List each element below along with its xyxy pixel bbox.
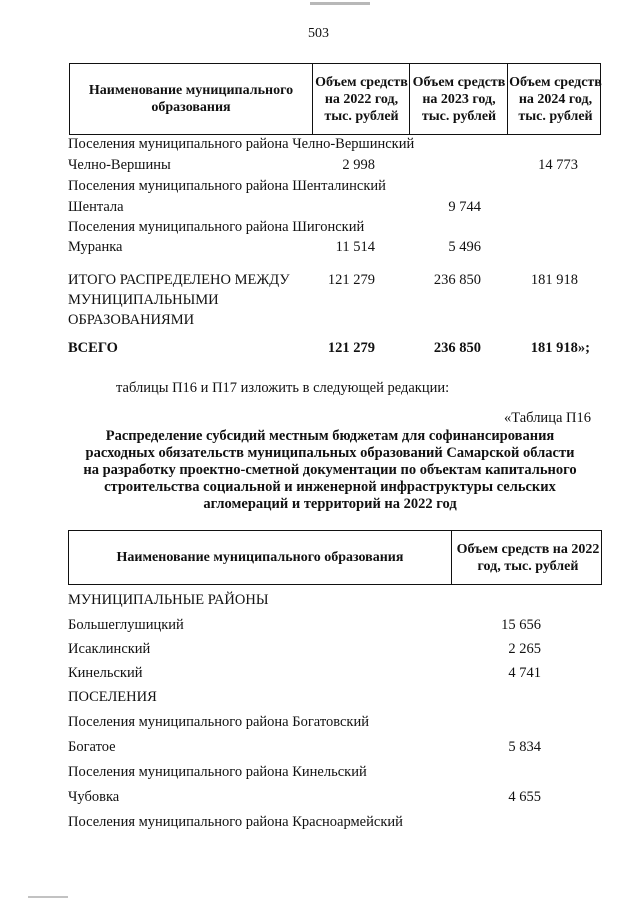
table2-row-label: Поселения муниципального района Кинельский: [68, 764, 367, 780]
table2-row: Чубовка: [68, 789, 120, 805]
page-number: 503: [308, 26, 329, 41]
itogo-value-2023: 236 850: [433, 272, 481, 288]
table1-header-name: Наименование муниципального образования: [88, 83, 294, 115]
table1-value-2024: 14 773: [538, 157, 578, 173]
title-line: Распределение субсидий местным бюджетам для софинансирования: [105, 428, 555, 444]
title-line: расходных обязательств муниципальных образований Самарской области: [85, 445, 575, 461]
table-title: [60, 428, 600, 513]
scan-artifact-top: [310, 2, 370, 5]
table1-header: [69, 63, 601, 135]
table2-header-2022: Объем средств на 2022 год, тыс. рублей: [451, 531, 604, 584]
itogo-value-2022: 121 279: [327, 272, 375, 288]
table2-section-label: ПОСЕЛЕНИЯ: [68, 689, 157, 705]
scan-artifact-bottom: [28, 896, 68, 898]
table2-value: 4 655: [508, 789, 541, 805]
itogo-label-line1: ИТОГО РАСПРЕДЕЛЕНО МЕЖДУ: [68, 272, 290, 288]
table2-row-label: Поселения муниципального района Богатовский: [68, 714, 369, 730]
vsego-label: ВСЕГО: [68, 340, 118, 356]
table1-row-label: Поселения муниципального района Челно-Вершинский: [68, 136, 415, 152]
table2-value: 4 741: [508, 665, 541, 681]
vsego-value-2024: 181 918»;: [530, 340, 590, 356]
table2-row-label: Поселения муниципального района Красноармейский: [68, 814, 403, 830]
table1-value-2023: 5 496: [448, 239, 481, 255]
itogo-label-line3: ОБРАЗОВАНИЯМИ: [68, 312, 195, 328]
table2-header-name: Наименование муниципального образования: [116, 550, 404, 565]
table1-row-label: Поселения муниципального района Шигонский: [68, 219, 365, 235]
table1-row: Муранка: [68, 239, 123, 255]
vsego-value-2023: 236 850: [433, 340, 481, 356]
table1-row: Шентала: [68, 199, 124, 215]
table2-row: Кинельский: [68, 665, 143, 681]
table1-value-2023: 9 744: [448, 199, 481, 215]
table1-header-2024: Объем средств на 2024 год, тыс. рублей: [507, 64, 603, 134]
title-line: на разработку проектно-сметной документации по объектам капитального: [83, 462, 577, 478]
itogo-label-line2: МУНИЦИПАЛЬНЫМИ: [68, 292, 219, 308]
table-reference: «Таблица П16: [504, 410, 591, 426]
vsego-value-2022: 121 279: [327, 340, 375, 356]
table2-value: 15 656: [501, 617, 541, 633]
table1-row-label: Поселения муниципального района Шенталинский: [68, 178, 386, 194]
table2-header: [68, 530, 602, 585]
title-line: агломераций и территорий на 2022 год: [203, 496, 457, 512]
table2-row: Большеглушицкий: [68, 617, 184, 633]
table1-value-2022: 2 998: [342, 157, 375, 173]
table2-value: 5 834: [508, 739, 541, 755]
title-line: строительства социальной и инженерной инфраструктуры сельских: [104, 479, 556, 495]
table2-row: Богатое: [68, 739, 116, 755]
itogo-value-2024: 181 918: [530, 272, 578, 288]
table1-header-2022: Объем средств на 2022 год, тыс. рублей: [312, 64, 410, 134]
instruction-paragraph: таблицы П16 и П17 изложить в следующей редакции:: [116, 380, 450, 396]
table1-header-2023: Объем средств на 2023 год, тыс. рублей: [409, 64, 508, 134]
table2-value: 2 265: [508, 641, 541, 657]
table2-section-label: МУНИЦИПАЛЬНЫЕ РАЙОНЫ: [68, 592, 269, 608]
table1-value-2022: 11 514: [335, 239, 375, 255]
table1-row: Челно-Вершины: [68, 157, 171, 173]
table2-row: Исаклинский: [68, 641, 151, 657]
